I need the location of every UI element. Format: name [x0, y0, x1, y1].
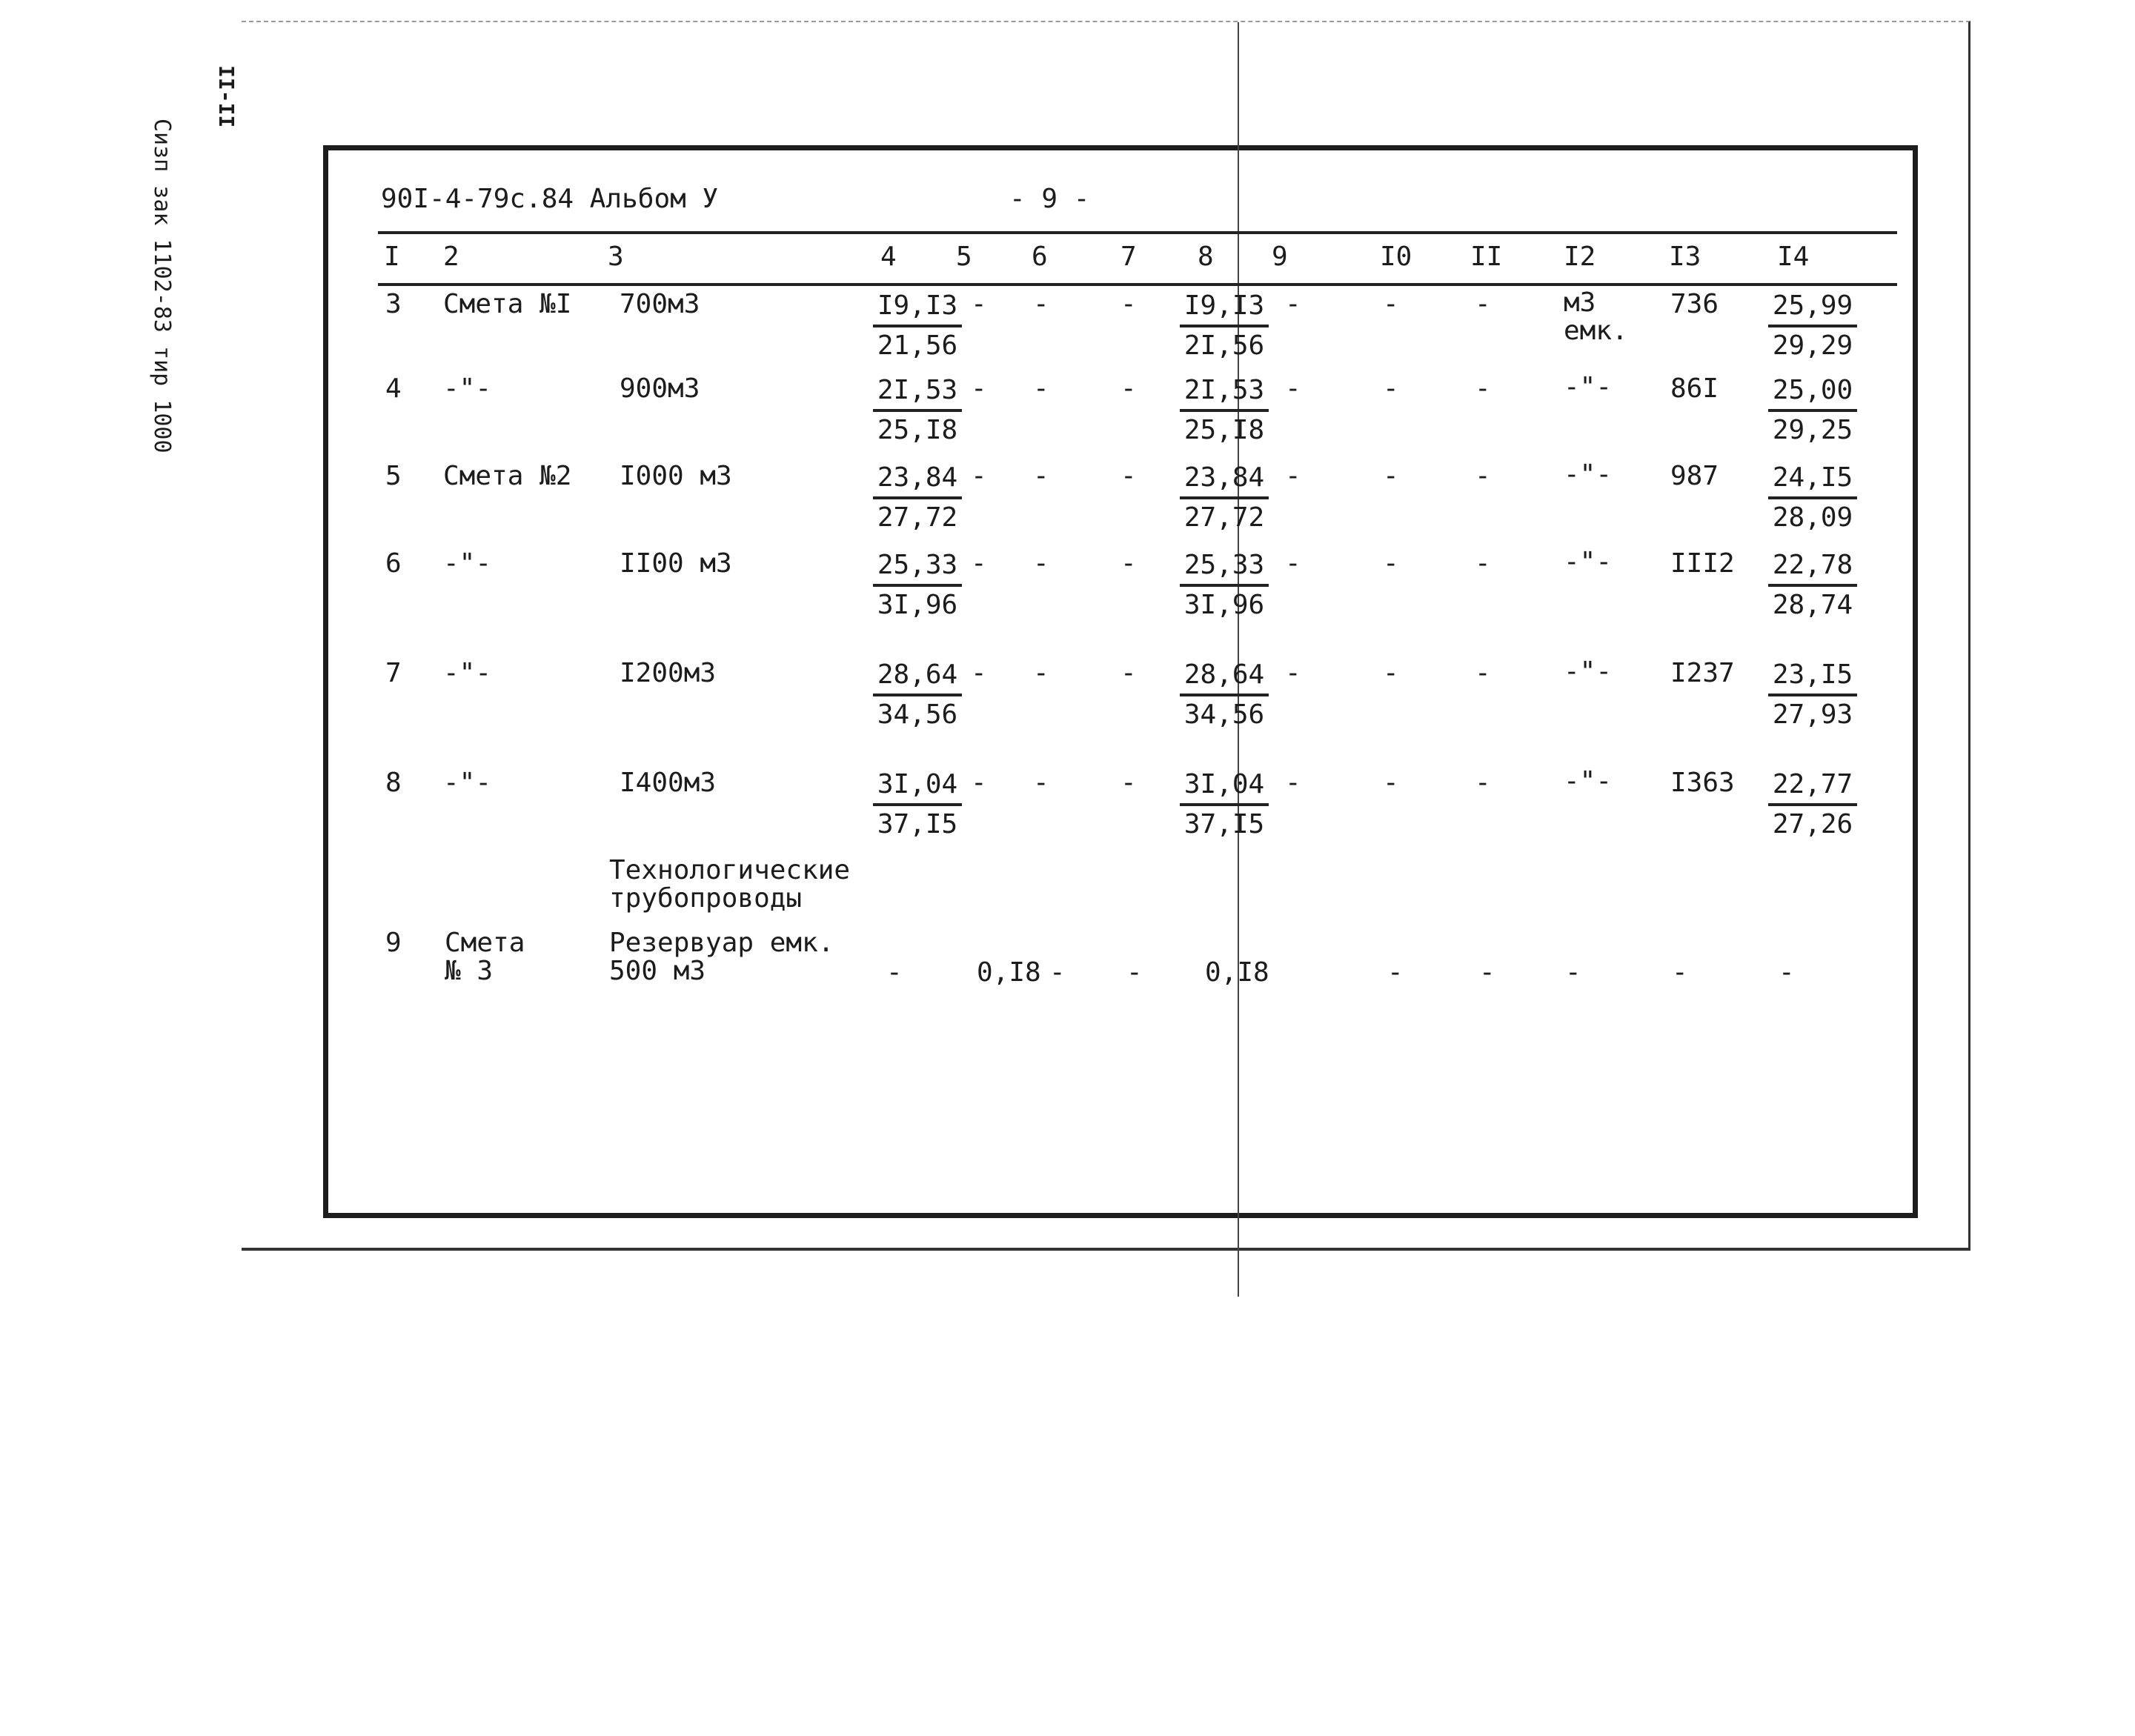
cell-col-14-lower: 28,09	[1772, 502, 1853, 533]
cell-col-4-lower: 27,72	[877, 502, 958, 533]
item-name: II00 м3	[620, 548, 732, 579]
cell-col-4	[873, 547, 962, 624]
cell-col-10: -	[1387, 957, 1404, 988]
cell-col-12: -	[1565, 957, 1581, 988]
cell-col-5: -	[971, 658, 987, 688]
header-rule-top	[378, 231, 1897, 234]
cell-col-4	[873, 766, 962, 843]
col-header-10: I0	[1380, 242, 1412, 272]
cell-col-4: -	[886, 957, 903, 988]
cell-col-10: -	[1383, 461, 1399, 491]
cell-col-7: -	[1120, 548, 1137, 579]
cell-col-6: -	[1033, 548, 1049, 579]
cell-col-8	[1180, 766, 1269, 843]
row-number: 9	[385, 928, 402, 958]
cell-col-14-upper: 23,I5	[1768, 656, 1857, 696]
section-title: Технологические трубопроводы	[609, 855, 851, 914]
cell-col-14-upper: 25,99	[1768, 287, 1857, 327]
cell-col-12: -"-	[1564, 372, 1613, 402]
cell-col-14-lower: 28,74	[1772, 590, 1853, 620]
cell-col-9: -	[1285, 768, 1301, 798]
cell-col-8	[1180, 547, 1269, 624]
cell-col-4-upper: 23,84	[873, 459, 962, 499]
cell-col-10: -	[1383, 373, 1399, 404]
sheet-code: II-II	[214, 65, 239, 128]
cell-col-11: -	[1475, 289, 1491, 319]
cell-col-14-lower: 29,29	[1772, 330, 1853, 361]
cell-col-6: -	[1049, 957, 1066, 988]
cell-col-5: -	[971, 373, 987, 404]
cell-col-10: -	[1383, 548, 1399, 579]
cell-col-12: м3 емк.	[1564, 287, 1628, 346]
item-name: Резервуар емк. 500 м3	[609, 928, 834, 986]
cell-col-8-lower: 34,56	[1183, 699, 1265, 730]
cell-col-7: -	[1120, 461, 1137, 491]
cell-col-11: -	[1475, 461, 1491, 491]
cell-col-4-lower: 3I,96	[877, 590, 958, 620]
cell-col-8-lower: 25,I8	[1183, 415, 1265, 445]
item-name: I400м3	[620, 768, 717, 798]
cell-col-12: -"-	[1564, 459, 1613, 490]
cell-col-8-upper: 2I,53	[1180, 372, 1269, 412]
estimate-ref: Смета №2	[443, 461, 572, 491]
cell-col-12: -"-	[1564, 656, 1613, 687]
cell-col-5: -	[971, 289, 987, 319]
cell-col-5: -	[971, 461, 987, 491]
cell-col-4-lower: 21,56	[877, 330, 958, 361]
cell-col-6: -	[1033, 658, 1049, 688]
cell-col-8	[1180, 656, 1269, 734]
cell-col-4	[873, 287, 962, 365]
cell-col-9: -	[1285, 373, 1301, 404]
row-number: 8	[385, 768, 402, 798]
cell-col-4-upper: 25,33	[873, 547, 962, 587]
cell-col-4-upper: I9,I3	[873, 287, 962, 327]
print-stamp: Сизп зак 1102-83 тир 1000	[149, 119, 175, 453]
estimate-ref: Смета №I	[443, 289, 572, 319]
row-number: 5	[385, 461, 402, 491]
cell-col-8-upper: 28,64	[1180, 656, 1269, 696]
estimate-ref: -"-	[443, 768, 492, 798]
cell-col-13: 736	[1670, 289, 1719, 319]
col-header-11: II	[1470, 242, 1503, 272]
cell-col-14: -	[1779, 957, 1795, 988]
row-number: 4	[385, 373, 402, 404]
col-header-14: I4	[1777, 242, 1810, 272]
cell-col-4	[873, 372, 962, 449]
estimate-ref: -"-	[443, 373, 492, 404]
cell-col-8-upper: 23,84	[1180, 459, 1269, 499]
cell-col-10: -	[1383, 768, 1399, 798]
header-rule-bottom	[378, 283, 1897, 286]
cell-col-4	[873, 459, 962, 536]
cell-col-8: 0,I8	[1205, 957, 1269, 988]
cell-col-8	[1180, 372, 1269, 449]
cell-col-11: -	[1475, 548, 1491, 579]
cell-col-10: -	[1383, 289, 1399, 319]
estimate-ref: Смета № 3	[445, 928, 525, 986]
cell-col-12: -"-	[1564, 547, 1613, 577]
row-number: 3	[385, 289, 402, 319]
cell-col-14-lower: 27,93	[1772, 699, 1853, 730]
cell-col-4-lower: 37,I5	[877, 809, 958, 839]
estimate-ref: -"-	[443, 548, 492, 579]
document-title: 90I-4-79с.84 Альбом У	[381, 184, 719, 214]
cell-col-8-upper: 25,33	[1180, 547, 1269, 587]
cell-col-8-lower: 27,72	[1183, 502, 1265, 533]
cell-col-14-upper: 24,I5	[1768, 459, 1857, 499]
col-header-4: 4	[880, 242, 897, 272]
cell-col-14-upper: 22,78	[1768, 547, 1857, 587]
cell-col-8-upper: 3I,04	[1180, 766, 1269, 806]
cell-col-13: 86I	[1670, 373, 1719, 404]
cell-col-9: -	[1285, 658, 1301, 688]
cell-col-11: -	[1479, 957, 1495, 988]
col-header-6: 6	[1032, 242, 1048, 272]
cell-col-7: -	[1120, 768, 1137, 798]
cell-col-10: -	[1383, 658, 1399, 688]
cell-col-9: -	[1285, 289, 1301, 319]
row-number: 6	[385, 548, 402, 579]
cell-col-7: -	[1120, 658, 1137, 688]
cell-col-9: -	[1285, 461, 1301, 491]
cell-col-8-upper: I9,I3	[1180, 287, 1269, 327]
col-header-13: I3	[1669, 242, 1701, 272]
cell-col-14	[1768, 459, 1857, 536]
cell-col-6: -	[1033, 768, 1049, 798]
cell-col-14-upper: 22,77	[1768, 766, 1857, 806]
cell-col-11: -	[1475, 373, 1491, 404]
cell-col-6: -	[1033, 373, 1049, 404]
cell-col-8	[1180, 287, 1269, 365]
item-name: I200м3	[620, 658, 717, 688]
cell-col-9: -	[1285, 548, 1301, 579]
cell-col-14	[1768, 287, 1857, 365]
cell-col-8	[1180, 459, 1269, 536]
cell-col-8-lower: 37,I5	[1183, 809, 1265, 839]
row-number: 7	[385, 658, 402, 688]
item-name: 700м3	[620, 289, 700, 319]
cell-col-13: 987	[1670, 461, 1719, 491]
item-name: 900м3	[620, 373, 700, 404]
cell-col-6: -	[1033, 289, 1049, 319]
cell-col-13: I363	[1670, 768, 1735, 798]
cell-col-4	[873, 656, 962, 734]
estimate-ref: -"-	[443, 658, 492, 688]
cell-col-8-lower: 3I,96	[1183, 590, 1265, 620]
col-header-3: 3	[608, 242, 624, 272]
cell-col-4-upper: 3I,04	[873, 766, 962, 806]
cell-col-14-upper: 25,00	[1768, 372, 1857, 412]
col-header-2: 2	[443, 242, 459, 272]
cell-col-7: -	[1120, 289, 1137, 319]
col-header-12: I2	[1564, 242, 1596, 272]
col-header-1: I	[384, 242, 400, 272]
cell-col-4-lower: 34,56	[877, 699, 958, 730]
col-header-8: 8	[1198, 242, 1214, 272]
cell-col-11: -	[1475, 768, 1491, 798]
cell-col-14	[1768, 656, 1857, 734]
cell-col-7: -	[1120, 373, 1137, 404]
cell-col-8-lower: 2I,56	[1183, 330, 1265, 361]
cell-col-14-lower: 27,26	[1772, 809, 1853, 839]
cell-col-6: -	[1033, 461, 1049, 491]
cell-col-4-upper: 28,64	[873, 656, 962, 696]
page-number: - 9 -	[1009, 184, 1090, 214]
cell-col-13: I237	[1670, 658, 1735, 688]
cell-col-5: 0,I8	[977, 957, 1041, 988]
cell-col-7: -	[1126, 957, 1143, 988]
col-header-5: 5	[956, 242, 972, 272]
cell-col-14-lower: 29,25	[1772, 415, 1853, 445]
cell-col-14	[1768, 372, 1857, 449]
cell-col-5: -	[971, 548, 987, 579]
cell-col-13: III2	[1670, 548, 1735, 579]
col-header-9: 9	[1272, 242, 1288, 272]
cell-col-5: -	[971, 768, 987, 798]
cell-col-4-upper: 2I,53	[873, 372, 962, 412]
cell-col-11: -	[1475, 658, 1491, 688]
cell-col-14	[1768, 547, 1857, 624]
item-name: I000 м3	[620, 461, 732, 491]
cell-col-13: -	[1672, 957, 1688, 988]
col-header-7: 7	[1120, 242, 1137, 272]
cell-col-14	[1768, 766, 1857, 843]
cell-col-12: -"-	[1564, 766, 1613, 797]
cell-col-4-lower: 25,I8	[877, 415, 958, 445]
